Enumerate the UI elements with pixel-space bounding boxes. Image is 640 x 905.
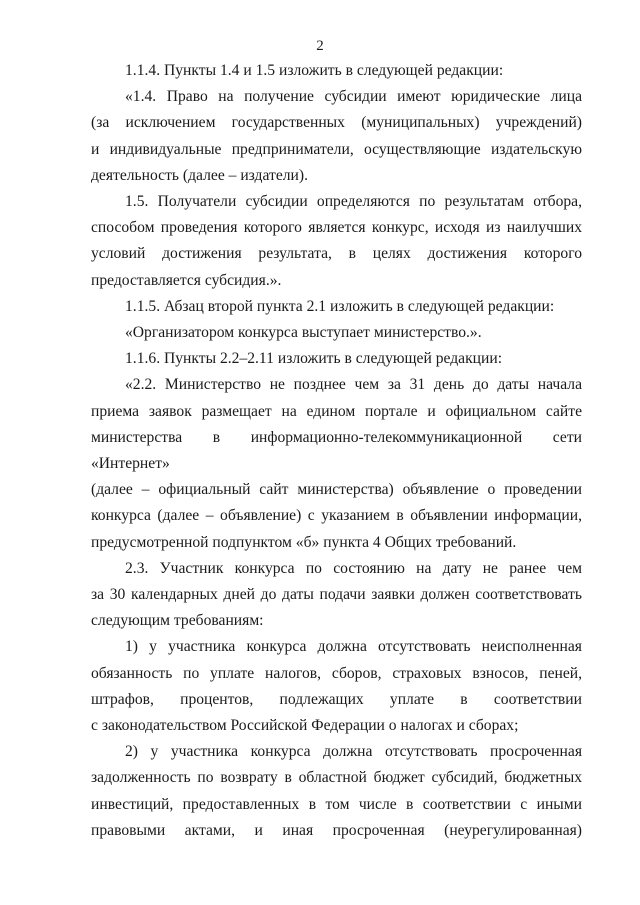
paragraph [91,739,582,844]
text-line: (далее – официальный сайт министерства) объявление о проведении [91,481,582,499]
text-line: способом проведения которого является конкурс, исходя из наилучших [91,219,582,237]
text-line: «1.4. Право на получение субсидии имеют юридические лица [125,88,582,106]
text-line: с законодательством Российской Федерации о налогах и сборах; [91,717,519,735]
text-line: «Организатором конкурса выступает министерство.». [125,324,482,342]
text-line: 1) у участника конкурса должна отсутствовать неисполненная [125,638,582,656]
text-line: 2) у участника конкурса должна отсутствовать просроченная [125,743,582,761]
paragraph [91,320,582,346]
paragraph [91,189,582,294]
text-line: предусмотренной подпунктом «б» пункта 4 Общих требований. [91,533,517,551]
text-line: приема заявок размещает на едином портале и официальном сайте [91,402,582,420]
paragraph [91,294,582,320]
text-line: деятельность (далее – издатели). [91,166,308,184]
text-line: министерства в информационно-телекоммуникационной сети «Интернет» [91,428,582,473]
text-line: обязанность по уплате налогов, сборов, страховых взносов, пеней, [91,664,582,682]
text-line: «2.2. Министерство не позднее чем за 31 день до даты начала [125,376,582,394]
paragraph [91,372,582,555]
text-line: (за исключением государственных (муниципальных) учреждений) [91,114,582,132]
text-line: следующим требованиям: [91,612,264,630]
text-line: и индивидуальные предприниматели, осуществляющие издательскую [91,140,582,158]
text-line: правовыми актами, и иная просроченная (неурегулированная) [91,821,582,839]
text-line: задолженность по возврату в областной бюджет субсидий, бюджетных [91,769,582,787]
paragraph [91,84,582,189]
text-line: штрафов, процентов, подлежащих уплате в соответствии [91,690,582,708]
paragraph [91,58,582,84]
text-line: за 30 календарных дней до даты подачи заявки должен соответствовать [91,586,582,604]
text-line: инвестиций, предоставленных в том числе в соответствии с иными [91,795,582,813]
text-line: 1.1.5. Абзац второй пункта 2.1 изложить в следующей редакции: [125,297,555,315]
text-line: 1.1.6. Пункты 2.2–2.11 изложить в следующей редакции: [125,350,503,368]
paragraph [91,634,582,739]
text-line: 2.3. Участник конкурса по состоянию на дату не ранее чем [125,559,582,577]
text-line: условий достижения результата, в целях достижения которого [91,245,582,263]
paragraph [91,556,582,635]
text-line: 1.1.4. Пункты 1.4 и 1.5 изложить в следующей редакции: [125,62,504,79]
text-line: конкурса (далее – объявление) с указанием в объявлении информации, [91,507,582,525]
page-number: 2 [316,38,324,54]
text-line: предоставляется субсидия.». [91,271,282,289]
paragraph [91,346,582,372]
document-body [91,58,582,844]
text-line: 1.5. Получатели субсидии определяются по результатам отбора, [125,193,582,211]
